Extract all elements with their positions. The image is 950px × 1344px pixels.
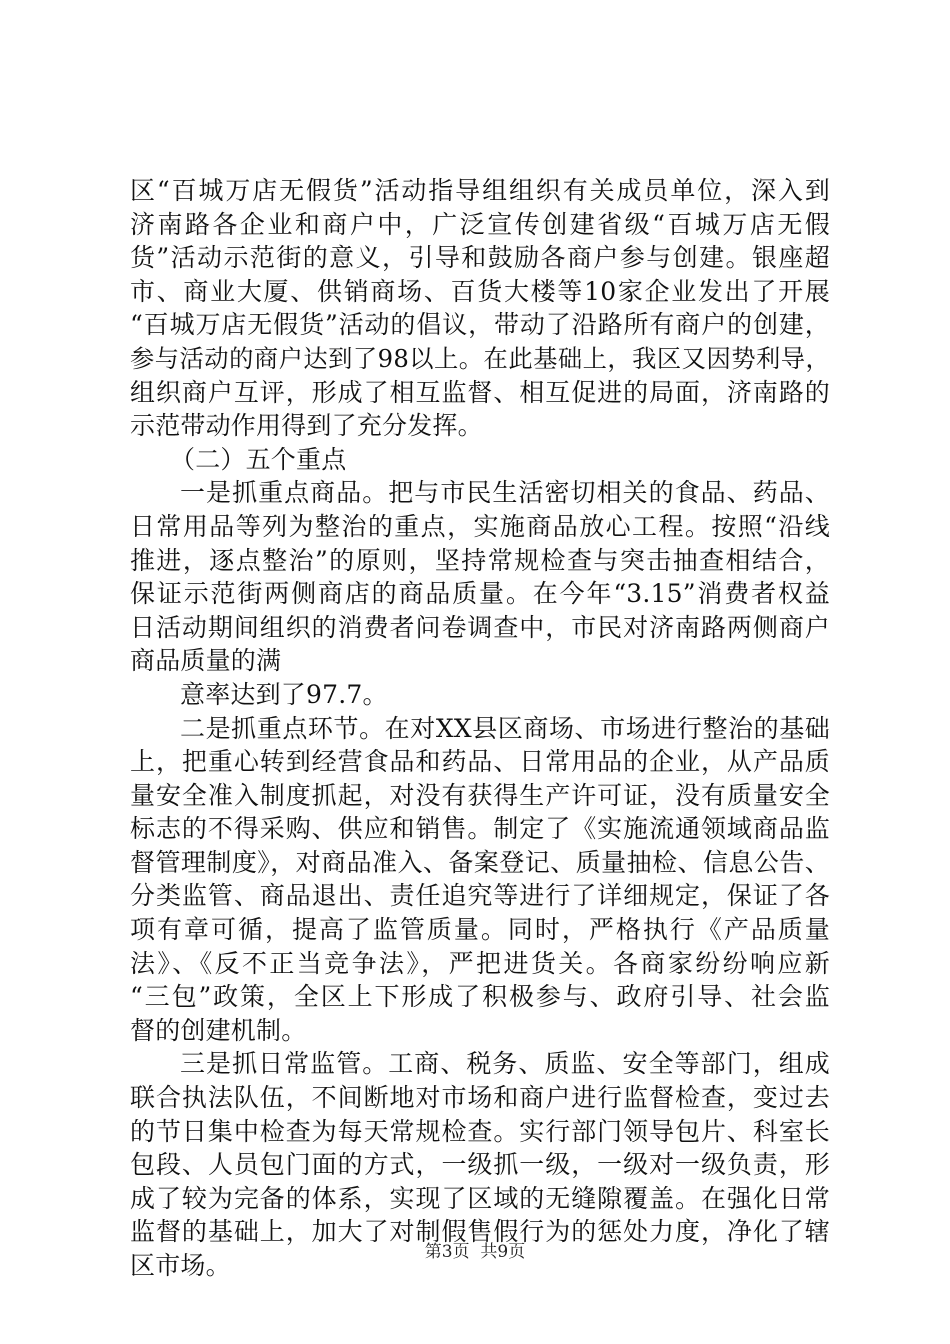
- text-line: 日活动期间组织的消费者问卷调查中，市民对济南路两侧商户: [130, 612, 830, 642]
- text-line: 组织商户互评，形成了相互监督、相互促进的局面，济南路的: [130, 377, 830, 407]
- page-number: 第3页 共9页: [424, 1242, 526, 1262]
- text-line: 标志的不得采购、供应和销售。制定了《实施流通领域商品监: [130, 814, 830, 844]
- text-line: 上，把重心转到经营食品和药品、日常用品的企业，从产品质: [130, 747, 830, 777]
- text-line: 联合执法队伍，不间断地对市场和商户进行监督检查，变过去: [130, 1083, 830, 1113]
- text-line: 日常用品等列为整治的重点，实施商品放心工程。按照“沿线: [130, 511, 830, 541]
- text-line: 区“百城万店无假货”活动指导组组织有关成员单位，深入到: [130, 176, 830, 205]
- text-line: 二是抓重点环节。在对XX县区商场、市场进行整治的基础: [180, 713, 830, 743]
- text-line: “百城万店无假货”活动的倡议，带动了沿路所有商户的创建，: [130, 310, 830, 340]
- body-text: [130, 174, 830, 1283]
- text-line: 保证示范街两侧商店的商品质量。在今年“3.15”消费者权益: [130, 579, 830, 609]
- text-line: “三包”政策，全区上下形成了积极参与、政府引导、社会监: [130, 982, 830, 1012]
- text-line: 市、商业大厦、供销商场、百货大楼等10家企业发出了开展: [130, 276, 830, 306]
- text-line: 督的创建机制。: [130, 1015, 307, 1045]
- page-footer: [0, 1241, 950, 1263]
- text-line: 示范带动作用得到了充分发挥。: [130, 411, 483, 441]
- text-line: 量安全准入制度抓起，对没有获得生产许可证，没有质量安全: [130, 780, 830, 810]
- text-line: 三是抓日常监管。工商、税务、质监、安全等部门，组成: [180, 1049, 830, 1079]
- text-line: 包段、人员包门面的方式，一级抓一级，一级对一级负责，形: [130, 1150, 830, 1180]
- text-line: 济南路各企业和商户中，广泛宣传创建省级“百城万店无假: [130, 209, 830, 239]
- text-line: 参与活动的商户达到了98以上。在此基础上，我区又因势利导，: [130, 343, 830, 373]
- text-line: 法》、《反不正当竞争法》，严把进货关。各商家纷纷响应新: [130, 948, 830, 978]
- text-line: 的节日集中检查为每天常规检查。实行部门领导包片、科室长: [130, 1116, 830, 1146]
- text-line: 一是抓重点商品。把与市民生活密切相关的食品、药品、: [180, 478, 830, 508]
- text-line: 监督的基础上，加大了对制假售假行为的惩处力度，净化了辖: [130, 1217, 830, 1247]
- text-line: （二）五个重点: [170, 444, 347, 474]
- text-line: 推进，逐点整治”的原则，坚持常规检查与突击抽查相结合，: [130, 545, 830, 575]
- text-line: 项有章可循，提高了监管质量。同时，严格执行《产品质量: [130, 915, 830, 945]
- text-line: 商品质量的满: [130, 646, 282, 676]
- text-line: 督管理制度》，对商品准入、备案登记、质量抽检、信息公告、: [130, 847, 830, 877]
- text-line: 区市场。: [130, 1251, 231, 1280]
- text-line: 分类监管、商品退出、责任追究等进行了详细规定，保证了各: [130, 881, 830, 911]
- text-line: 成了较为完备的体系，实现了区域的无缝隙覆盖。在强化日常: [130, 1183, 830, 1213]
- text-line: 意率达到了97.7。: [180, 679, 388, 709]
- text-line: 货”活动示范街的意义，引导和鼓励各商户参与创建。银座超: [130, 243, 830, 273]
